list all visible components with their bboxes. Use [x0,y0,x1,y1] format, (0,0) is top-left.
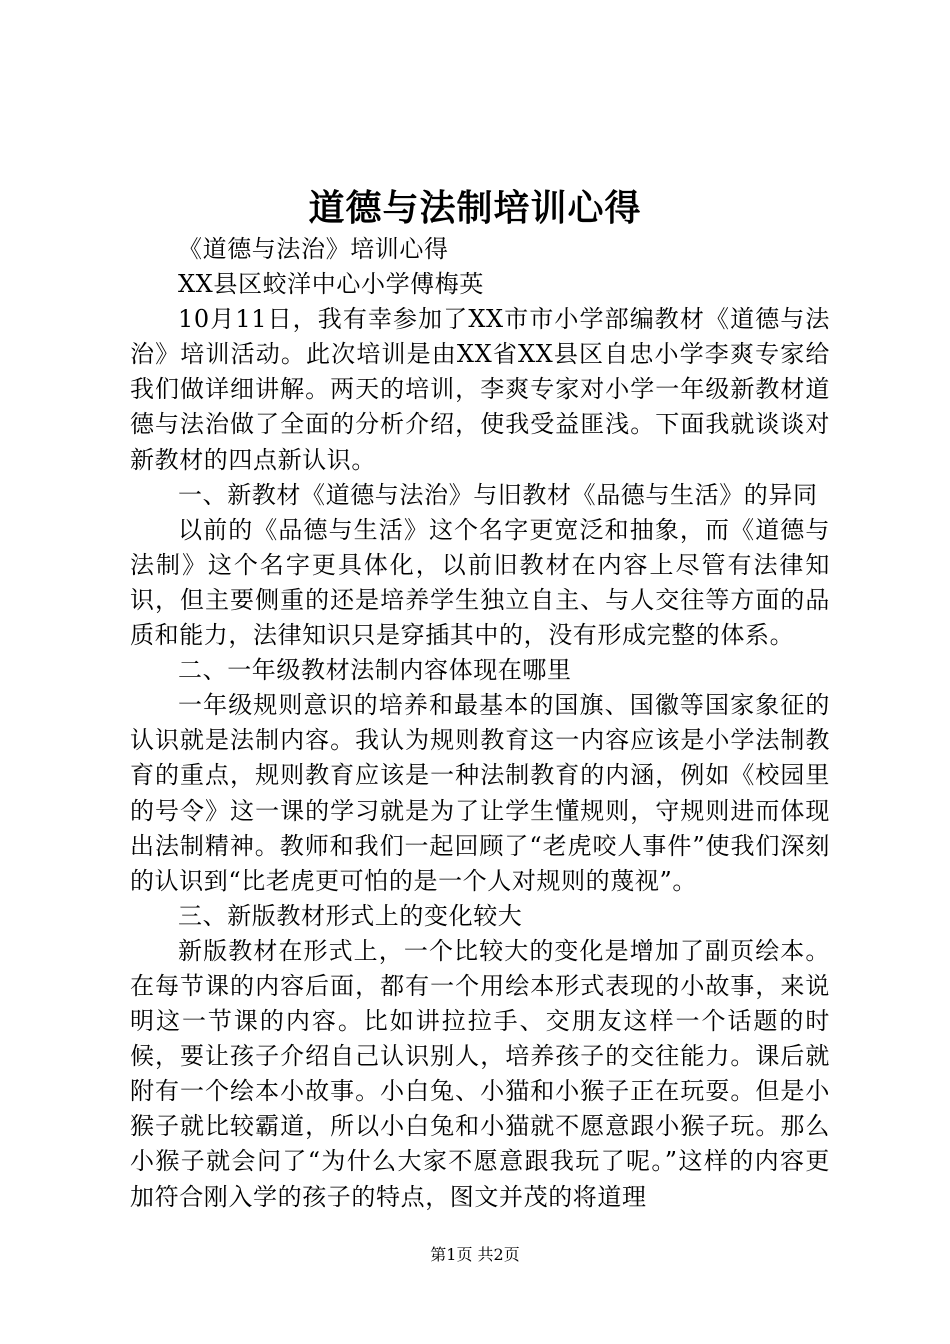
subtitle-paragraph: 《道德与法治》培训心得 [178,235,449,263]
section-paragraph-1: 以前的《品德与生活》这个名字更宽泛和抽象，而《道德与法制》这个名字更具体化，以前旧教材在内容上尽管有法律知识，但主要侧重的还是培养学生独立自主、与人交往等方面的品质和能力，法律知识只是穿插其中的，没有形成完整的体系。 [130,515,830,650]
section-paragraph-2: 一年级规则意识的培养和最基本的国旗、国徽等国家象征的认识就是法制内容。我认为规则教育这一内容应该是小学法制教育的重点，规则教育应该是一种法制教育的内涵，例如《校园里的号令》这一课的学习就是为了让学生懂规则，守规则进而体现出法制精神。教师和我们一起回顾了“老虎咬人事件”使我们深刻的认识到“比老虎更可怕的是一个人对规则的蔑视”。 [130,691,830,895]
intro-paragraph: 10月11日，我有幸参加了XX市市小学部编教材《道德与法治》培训活动。此次培训是由XX省XX县区自忠小学李爽专家给我们做详细讲解。两天的培训，李爽专家对小学一年级新教材道德与法治做了全面的分析介绍，使我受益匪浅。下面我就谈谈对新教材的四点新认识。 [130,305,830,474]
document-body [130,232,830,1215]
section-paragraph-3: 新版教材在形式上，一个比较大的变化是增加了副页绘本。在每节课的内容后面，都有一个用绘本形式表现的小故事，来说明这一节课的内容。比如讲拉拉手、交朋友这样一个话题的时候，要让孩子介绍自己认识别人，培养孩子的交往能力。课后就附有一个绘本小故事。小白兔、小猫和小猴子正在玩耍。但是小猴子就比较霸道，所以小白兔和小猫就不愿意跟小猴子玩。那么小猴子就会问了“为什么大家不愿意跟我玩了呢。”这样的内容更加符合刚入学的孩子的特点，图文并茂的将道理 [130,936,830,1211]
page-number-footer: 第1页 共2页 [430,1245,520,1264]
document-title: 道德与法制培训心得 [308,187,642,229]
section-heading-2: 二、一年级教材法制内容体现在哪里 [178,656,572,685]
author-paragraph: XX县区蛟洋中心小学傅梅英 [178,270,484,299]
section-heading-3: 三、新版教材形式上的变化较大 [178,901,523,930]
section-heading-1: 一、新教材《道德与法治》与旧教材《品德与生活》的异同 [178,480,818,509]
